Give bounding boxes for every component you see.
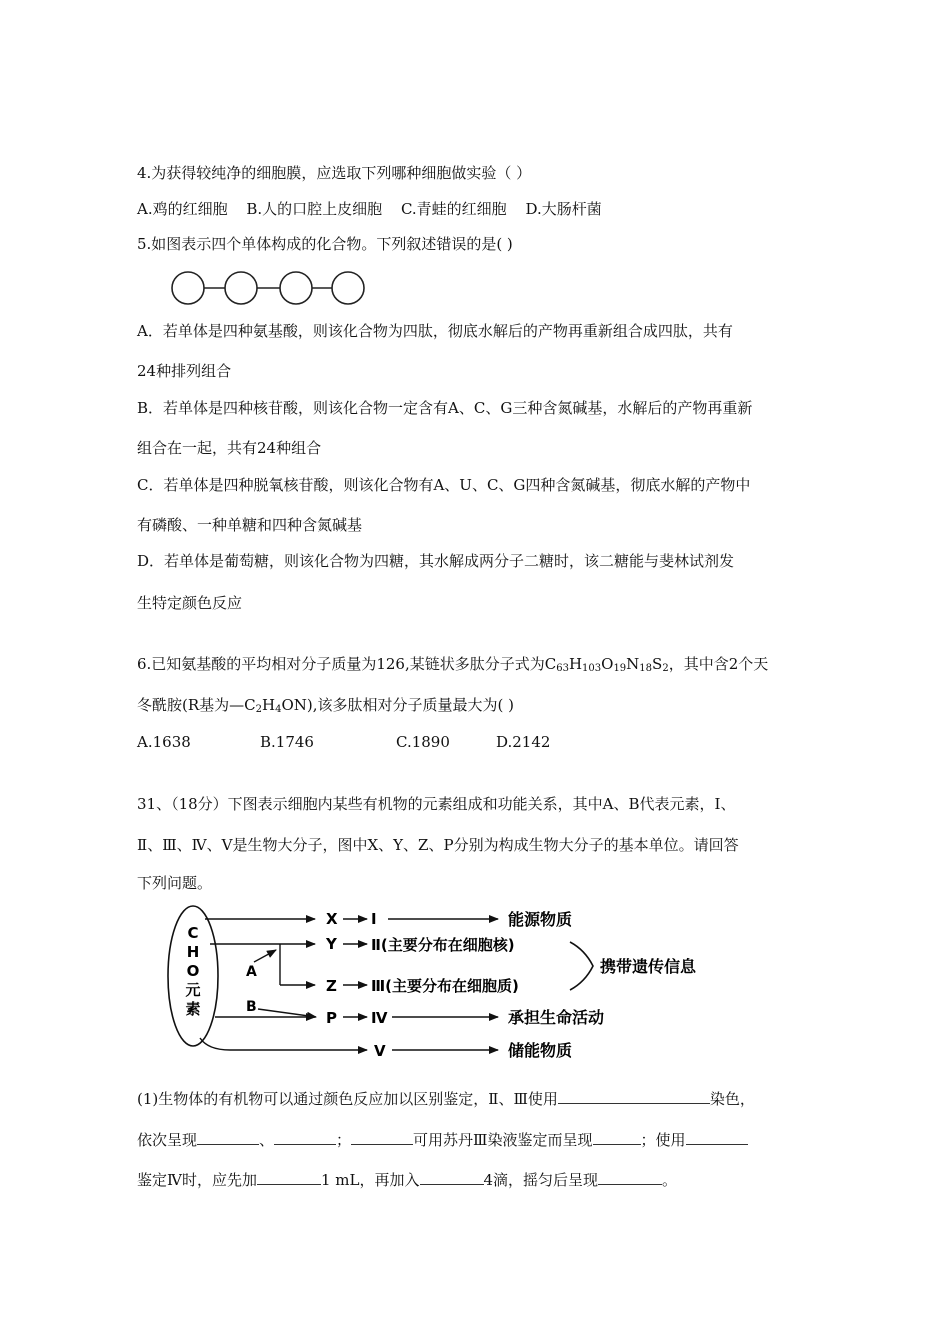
q6-option-d: D.2142	[496, 733, 551, 751]
q5-option-c-line1: C．若单体是四种脱氧核苷酸，则该化合物有A、U、C、G四种含氮碱基，彻底水解的产物中	[137, 476, 751, 494]
function-energy-source: 能源物质	[508, 910, 573, 929]
q5-stem: 5.如图表示四个单体构成的化合物。下列叙述错误的是( )	[137, 235, 513, 253]
brace	[570, 942, 593, 990]
label-x: X	[326, 910, 338, 928]
function-genetic-info: 携带遗传信息	[600, 957, 697, 976]
monomer-circle	[225, 272, 257, 304]
q6-option-c: C.1890	[396, 733, 450, 751]
organic-matter-relationship-diagram	[160, 898, 720, 1068]
q31-intro-line2: Ⅱ、Ⅲ、Ⅳ、Ⅴ是生物大分子，图中X、Y、Z、P分别为构成生物大分子的基本单位。请回答	[137, 836, 739, 854]
label-ii-nucleus: Ⅱ(主要分布在细胞核)	[371, 936, 515, 954]
ellipse-char-yuan: 元	[185, 981, 201, 999]
q4-stem: 4.为获得较纯净的细胞膜，应选取下列哪种细胞做实验（ ）	[137, 164, 532, 182]
label-y: Y	[326, 935, 337, 953]
q31-sub1-line3: 鉴定Ⅳ时，应先加 1 mL，再加入 4滴，摇匀后呈现 。	[137, 1171, 678, 1189]
answer-blank[interactable]	[351, 1130, 413, 1145]
label-i: Ⅰ	[371, 910, 377, 928]
q4-option-a: A.鸡的红细胞	[137, 200, 228, 218]
label-z: Z	[326, 977, 337, 995]
ellipse-char-su: 素	[185, 1000, 201, 1018]
label-iii-cytoplasm: Ⅲ(主要分布在细胞质)	[371, 977, 519, 995]
label-a: A	[246, 964, 257, 980]
q5-option-a-line1: A．若单体是四种氨基酸，则该化合物为四肽，彻底水解后的产物再重新组合成四肽，共有	[137, 322, 733, 340]
q5-option-d-line1: D．若单体是葡萄糖，则该化合物为四糖，其水解成两分子二糖时，该二糖能与斐林试剂发	[137, 552, 735, 570]
q5-option-b-line2: 组合在一起，共有24种组合	[137, 439, 322, 457]
q5-option-b-line1: B．若单体是四种核苷酸，则该化合物一定含有A、C、G三种含氮碱基，水解后的产物再重新	[137, 399, 753, 417]
arrow-a	[254, 950, 276, 962]
ellipse-char-h: H	[186, 943, 200, 961]
arrow-b	[258, 1009, 316, 1017]
q5-option-c-line2: 有磷酸、一种单糖和四种含氮碱基	[137, 516, 363, 534]
q5-option-a-line2: 24种排列组合	[137, 362, 232, 380]
ellipse-char-c: C	[187, 924, 199, 942]
label-iv: Ⅳ	[371, 1009, 388, 1027]
function-life-activities: 承担生命活动	[508, 1008, 605, 1027]
q4-options	[137, 199, 602, 219]
answer-blank[interactable]	[598, 1170, 662, 1185]
four-monomer-chain-figure	[168, 268, 373, 308]
q5-option-d-line2: 生特定颜色反应	[137, 594, 243, 612]
q6-stem-line2: 冬酰胺(R基为$—C_2H_4ON$),该多肽相对分子质量最大为( )	[137, 696, 514, 715]
q4-option-c: C.青蛙的红细胞	[400, 200, 507, 218]
answer-blank[interactable]	[686, 1130, 748, 1145]
q6-option-a: A.1638	[137, 733, 191, 751]
function-energy-storage: 储能物质	[508, 1041, 573, 1060]
answer-blank[interactable]	[274, 1130, 336, 1145]
q4-option-b: B.人的口腔上皮细胞	[246, 200, 383, 218]
q31-sub1-line1: (1)生物体的有机物可以通过颜色反应加以区别鉴定，Ⅱ、Ⅲ使用 染色，	[137, 1090, 755, 1108]
label-p: P	[326, 1009, 337, 1027]
answer-blank[interactable]	[420, 1170, 484, 1185]
label-v: V	[374, 1042, 386, 1060]
q31-intro-line3: 下列问题。	[137, 874, 213, 892]
answer-blank[interactable]	[197, 1130, 259, 1145]
monomer-circle	[172, 272, 204, 304]
answer-blank[interactable]	[593, 1130, 641, 1145]
q4-option-d: D.大肠杆菌	[525, 200, 602, 218]
label-b: B	[246, 999, 257, 1015]
monomer-circle	[332, 272, 364, 304]
ellipse-char-o: O	[186, 962, 200, 980]
arrow-to-v	[200, 1038, 367, 1050]
q6-option-b: B.1746	[260, 733, 314, 751]
answer-blank[interactable]	[558, 1089, 710, 1104]
q31-sub1-line2: 依次呈现 、 ； 可用苏丹Ⅲ染液鉴定而呈现 ；使用	[137, 1130, 748, 1150]
q6-stem-line1: 6.已知氨基酸的平均相对分子质量为126,某链状多肽分子式为$C_{63}H_{103}O_{19}N_{18}S_2$，其中含2个天	[137, 655, 769, 674]
answer-blank[interactable]	[257, 1170, 321, 1185]
monomer-circle	[280, 272, 312, 304]
q31-intro-line1: 31、（18分）下图表示细胞内某些有机物的元素组成和功能关系，其中A、B代表元素，Ⅰ、	[137, 795, 736, 813]
